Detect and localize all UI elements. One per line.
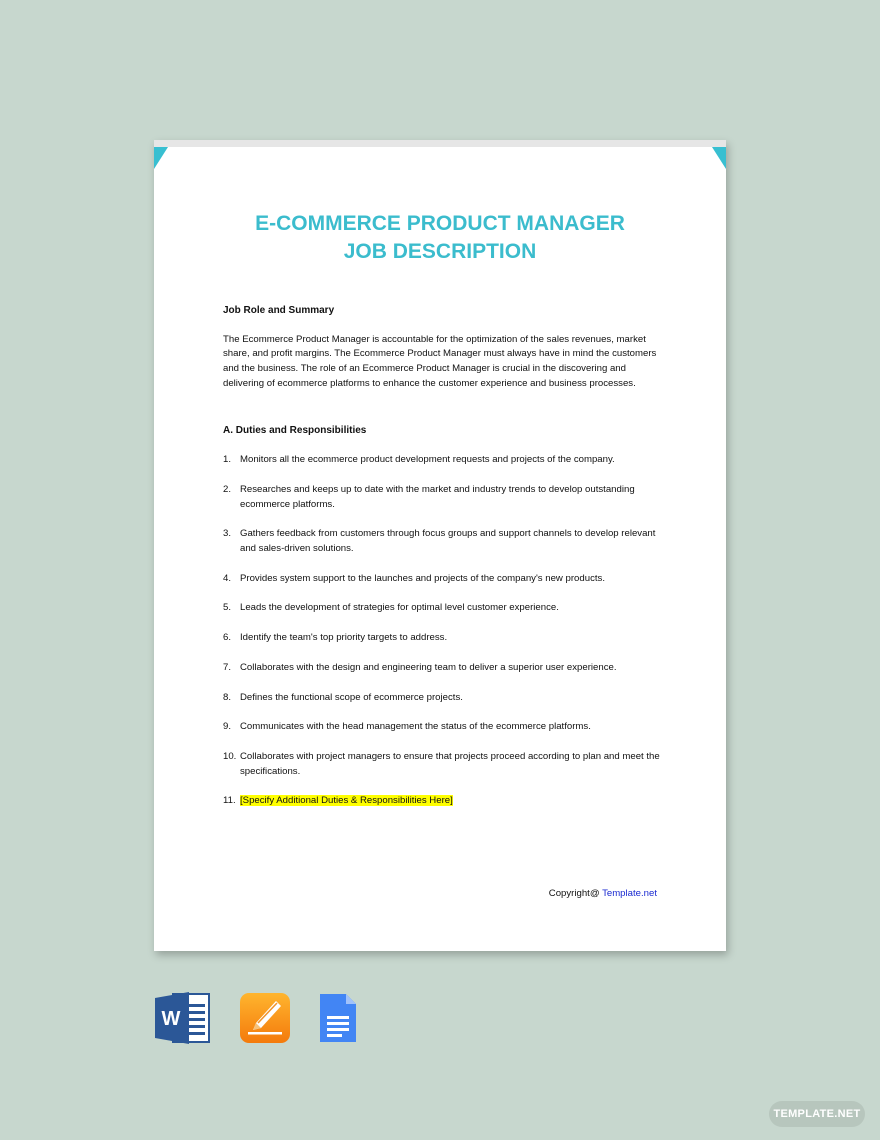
duty-item xyxy=(223,527,663,556)
document-title-line2: JOB DESCRIPTION xyxy=(343,240,537,263)
pages-icon[interactable] xyxy=(239,992,291,1049)
duty-text: Collaborates with project managers to ensure that projects proceed according to plan and meet the specifications. xyxy=(240,750,660,777)
duty-item xyxy=(223,720,663,735)
duty-number: 10. xyxy=(223,750,237,762)
copyright-link[interactable]: Template.net xyxy=(602,888,657,899)
duty-number: 11. xyxy=(223,795,236,807)
page-top-bar xyxy=(154,140,726,147)
google-docs-icon[interactable] xyxy=(318,992,358,1049)
word-icon[interactable] xyxy=(155,992,211,1049)
template-net-badge[interactable]: TEMPLATE.NET xyxy=(769,1101,865,1127)
duties-heading: A. Duties and Responsibilities xyxy=(223,424,367,436)
summary-paragraph: The Ecommerce Product Manager is accountable for the optimization of the sales revenues, market share, and profit margins. The Ecommerce Product Manager must always have in mind the customers and the business. The role of an Ecommerce Product Manager is crucial in the discovering and delivering of ecommerce platforms to enhance the customer experience and business processes. xyxy=(223,333,657,389)
duty-number: 8. xyxy=(223,691,232,703)
duty-item xyxy=(223,631,663,646)
duty-item-placeholder xyxy=(223,794,663,809)
duty-text: Identify the team's top priority targets to address. xyxy=(240,632,448,644)
duty-item xyxy=(223,750,663,779)
corner-decoration-right xyxy=(712,147,726,169)
duty-placeholder-text[interactable]: [Specify Additional Duties & Responsibilities Here] xyxy=(240,795,453,807)
duty-number: 9. xyxy=(223,721,232,733)
duty-item xyxy=(223,661,663,676)
duty-item xyxy=(223,691,663,706)
document-title xyxy=(154,210,726,266)
duty-text: Collaborates with the design and engineering team to deliver a superior user experience. xyxy=(240,661,617,673)
summary-heading: Job Role and Summary xyxy=(223,305,335,316)
duty-text: Gathers feedback from customers through focus groups and support channels to develop relevant and sales-driven solutions. xyxy=(240,528,656,555)
duty-text: Provides system support to the launches and projects of the company's new products. xyxy=(240,572,605,584)
duty-text: Monitors all the ecommerce product development requests and projects of the company. xyxy=(240,454,615,466)
duty-text: Communicates with the head management the status of the ecommerce platforms. xyxy=(240,721,591,733)
copyright-notice xyxy=(549,888,657,899)
duty-item xyxy=(223,572,663,587)
duty-text: Defines the functional scope of ecommerce projects. xyxy=(240,691,463,703)
duty-text: Leads the development of strategies for optimal level customer experience. xyxy=(240,602,559,614)
document-page xyxy=(154,140,726,951)
duty-item xyxy=(223,453,663,468)
duty-text: Researches and keeps up to date with the market and industry trends to develop outstanding ecommerce platforms. xyxy=(240,483,635,510)
duty-number: 7. xyxy=(223,661,232,673)
copyright-label: Copyright@ xyxy=(548,888,603,899)
duty-item xyxy=(223,483,663,512)
corner-decoration-left xyxy=(154,147,168,169)
duty-number: 2. xyxy=(223,483,232,495)
duty-number: 3. xyxy=(223,528,232,540)
app-icons-row xyxy=(0,992,880,1046)
duty-number: 1. xyxy=(223,454,232,466)
word-letter: W xyxy=(161,1008,181,1030)
duty-number: 5. xyxy=(223,602,232,614)
duty-number: 4. xyxy=(223,572,232,584)
duty-item xyxy=(223,601,663,616)
document-content xyxy=(223,304,663,824)
duty-number: 6. xyxy=(223,632,232,644)
document-title-line1: E-COMMERCE PRODUCT MANAGER xyxy=(255,212,625,235)
duties-list xyxy=(223,453,663,809)
